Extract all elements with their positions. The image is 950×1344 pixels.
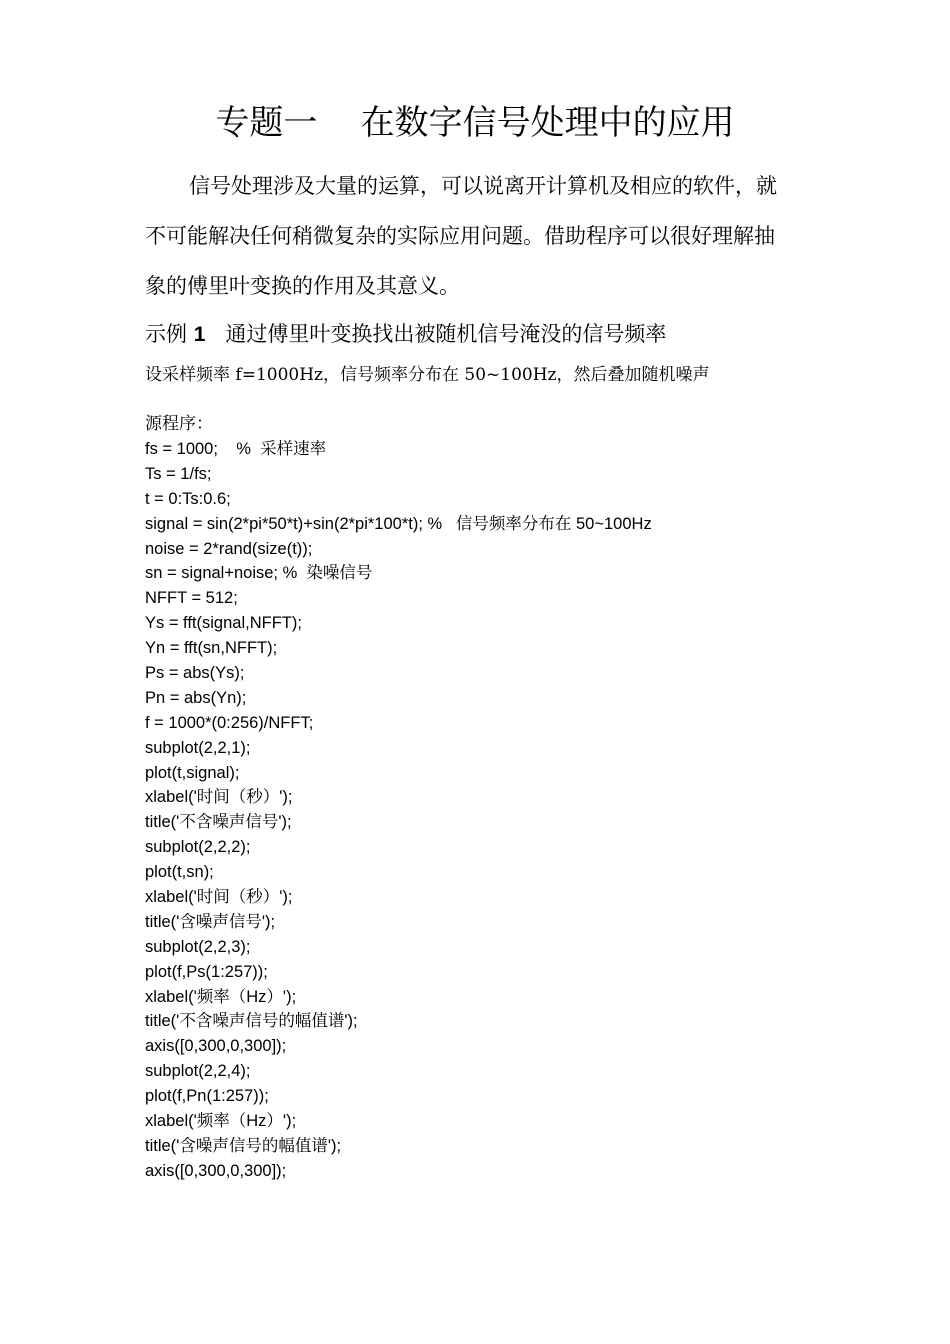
code-line: Ps = abs(Ys); [145,664,245,683]
code-line: noise = 2*rand(size(t)); [145,539,313,558]
code-line: Pn = abs(Yn); [145,688,247,707]
code-line: Ts = 1/fs; [145,464,212,483]
code-line: Ys = fft(signal,NFFT); [145,614,302,633]
code-line: title('不含噪声信号'); [145,813,292,832]
code-line: plot(f,Pn(1:257)); [145,1087,269,1106]
code-line: subplot(2,2,4); [145,1062,251,1081]
code-line: signal = sin(2*pi*50*t)+sin(2*pi*100*t); % 信号频率分布在 50~100Hz [145,514,652,533]
code-line: plot(f,Ps(1:257)); [145,962,268,981]
code-line: axis([0,300,0,300]); [145,1161,287,1180]
code-line: xlabel('频率（Hz）'); [145,987,297,1006]
code-line: title('含噪声信号的幅值谱'); [145,1136,342,1155]
code-line: t = 0:Ts:0.6; [145,489,231,508]
intro-line-2: 不可能解决任何稍微复杂的实际应用问题。借助程序可以很好理解抽 [145,224,775,248]
code-line: subplot(2,2,1); [145,738,251,757]
code-line: xlabel('时间（秒）'); [145,888,293,907]
code-line: subplot(2,2,2); [145,838,251,857]
code-line: NFFT = 512; [145,589,238,608]
code-line: plot(t,signal); [145,763,240,782]
example-description: 设采样频率 f=1000Hz，信号频率分布在 50~100Hz，然后叠加随机噪声 [145,365,710,385]
source-label: 源程序： [145,414,213,434]
code-line: Yn = fft(sn,NFFT); [145,639,278,658]
code-line: f = 1000*(0:256)/NFFT; [145,713,314,732]
code-block [145,437,652,1184]
code-line: title('不含噪声信号的幅值谱'); [145,1012,358,1031]
code-line: subplot(2,2,3); [145,937,251,956]
code-line: fs = 1000; % 采样速率 [145,440,327,458]
code-line: axis([0,300,0,300]); [145,1037,287,1056]
code-line: xlabel('频率（Hz）'); [145,1112,297,1131]
example-title: 通过傅里叶变换找出被随机信号淹没的信号频率 [205,322,667,346]
example-number: 1 [193,323,206,346]
intro-line-1-text: 信号处理涉及大量的运算，可以说离开计算机及相应的软件，就 [189,174,777,198]
page-title: 专题一 在数字信号处理中的应用 [215,103,735,143]
example-heading [145,314,666,355]
code-line: plot(t,sn); [145,863,214,882]
example-label: 示例 [145,322,187,346]
code-line: sn = signal+noise; % 染噪信号 [145,564,373,583]
intro-line-1 [145,161,810,211]
intro-line-3: 象的傅里叶变换的作用及其意义。 [145,274,460,298]
code-line: xlabel('时间（秒）'); [145,788,293,807]
code-line: title('含噪声信号'); [145,912,276,931]
